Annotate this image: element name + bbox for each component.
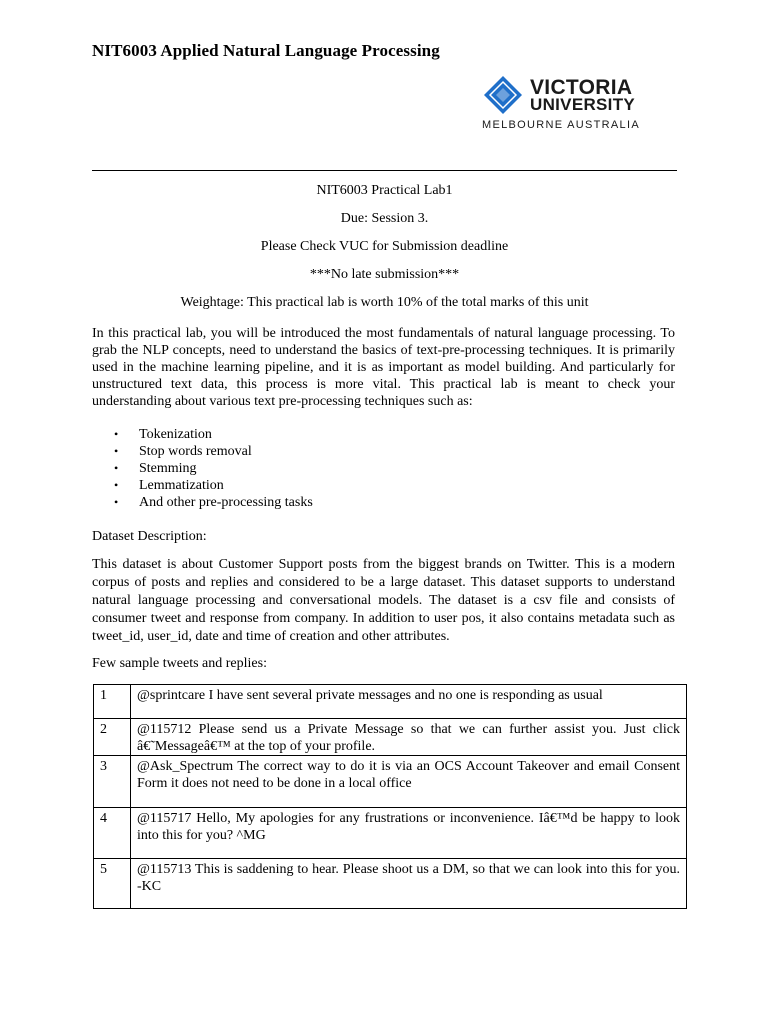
due-date: Due: Session 3. (340, 211, 429, 226)
row-number: 4 (94, 808, 131, 859)
list-item: • Lemmatization (92, 477, 592, 494)
late-submission-note: ***No late submission*** (309, 267, 460, 282)
intro-paragraph: In this practical lab, you will be introduced the most fundamentals of natural language processing. To grab the NLP concepts, need to understand the basics of text-pre-processing techniques. It is primarily used in the machine learning pipeline, and it is as important as model building. And particularly for unstructured text data, this process is more vital. This practical lab is meant to check your understanding about various text pre-processing techniques such as: (92, 326, 675, 409)
sample-tweets-table (93, 684, 687, 909)
weightage-note: Weightage: This practical lab is worth 10% of the total marks of this unit (180, 295, 589, 310)
victoria-university-diamond-logo-icon (484, 76, 522, 114)
row-number: 2 (94, 719, 131, 756)
logo-subtitle: MELBOURNE AUSTRALIA (482, 119, 640, 131)
list-item: • And other pre-processing tasks (92, 494, 592, 511)
logo-word-university: UNIVERSITY (530, 95, 636, 114)
tweet-text: @115717 Hello, My apologies for any frustrations or inconvenience. Iâ€™d be happy to look into this for you? ^MG (131, 808, 687, 859)
course-title: NIT6003 Applied Natural Language Processing (92, 41, 440, 60)
lab-info-block (92, 182, 677, 322)
row-number: 1 (94, 685, 131, 719)
tweet-text: @sprintcare I have sent several private messages and no one is responding as usual (131, 685, 687, 719)
deadline-note: Please Check VUC for Submission deadline (260, 239, 509, 254)
table-row (94, 808, 687, 859)
table-row (94, 756, 687, 808)
row-number: 5 (94, 859, 131, 909)
tweet-text: @115713 This is saddening to hear. Please shoot us a DM, so that we can look into this for you. -KC (131, 859, 687, 909)
dataset-heading: Dataset Description: (92, 529, 207, 544)
tweet-text: @Ask_Spectrum The correct way to do it is via an OCS Account Takeover and email Consent Form it does not need to be done in a local office (131, 756, 687, 808)
tweet-text: @115712 Please send us a Private Message so that we can further assist you. Just click â€˜Messageâ€™ at the top of your profile. (131, 719, 687, 756)
row-number: 3 (94, 756, 131, 808)
list-item: • Stop words removal (92, 443, 592, 460)
list-item: • Tokenization (92, 426, 592, 443)
lab-title: NIT6003 Practical Lab1 (316, 183, 453, 198)
header-divider (92, 170, 677, 171)
university-logo (480, 74, 650, 134)
list-item: • Stemming (92, 460, 592, 477)
table-row (94, 859, 687, 909)
table-row (94, 685, 687, 719)
dataset-paragraph: This dataset is about Customer Support posts from the biggest brands on Twitter. This is a modern corpus of posts and replies and considered to be a large dataset. This dataset supports to understand natural language processing and conversational models. The dataset is a csv file and consists of consumer tweet and response from company. In addition to user pos, it also contains metadata such as tweet_id, user_id, date and time of creation and other attributes. (92, 557, 675, 644)
samples-heading: Few sample tweets and replies: (92, 656, 267, 671)
preprocessing-techniques-list (92, 426, 592, 511)
logo-word-victoria: VICTORIA (530, 76, 633, 99)
table-row (94, 719, 687, 756)
